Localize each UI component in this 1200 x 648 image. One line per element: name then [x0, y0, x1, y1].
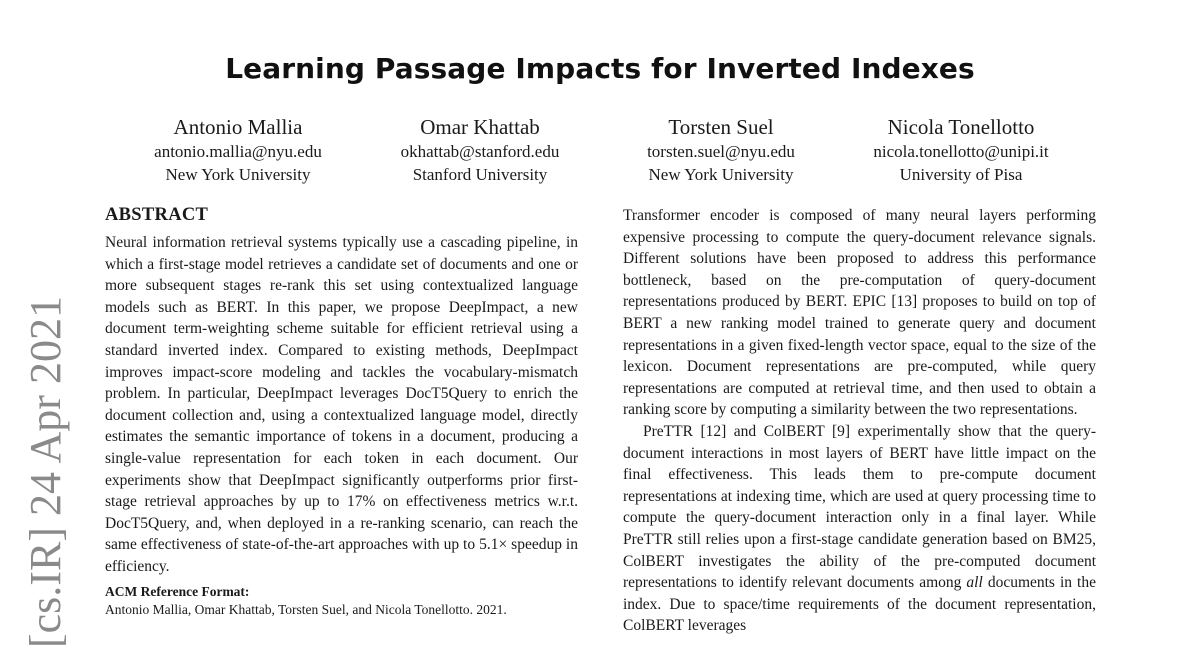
author-email[interactable]: torsten.suel@nyu.edu — [647, 142, 795, 161]
author-2 — [360, 114, 600, 186]
author-3 — [601, 114, 841, 186]
author-email[interactable]: antonio.mallia@nyu.edu — [154, 142, 322, 161]
abstract-heading: ABSTRACT — [105, 205, 209, 225]
author-email[interactable]: nicola.tonellotto@unipi.it — [873, 142, 1049, 161]
author-block — [0, 114, 1200, 190]
author-affiliation: New York University — [165, 165, 311, 184]
body-paragraph-2-part-2: documents in the index. Due to space/time requirements of the document representation, ColBERT leverages — [623, 574, 1096, 635]
acm-reference-text: Antonio Mallia, Omar Khattab, Torsten Suel, and Nicola Tonellotto. 2021. — [105, 601, 507, 617]
paper-title: Learning Passage Impacts for Inverted Indexes — [225, 52, 975, 85]
author-name: Nicola Tonellotto — [887, 115, 1035, 139]
author-name: Omar Khattab — [420, 115, 540, 139]
author-affiliation: University of Pisa — [899, 165, 1023, 184]
abstract-text: Neural information retrieval systems typically use a cascading pipeline, in which a first-stage model retrieves a candidate set of documents and one or more subsequent stages re-rank this set using contextualized language models such as BERT. In this paper, we propose DeepImpact, a new document term-weighting scheme suitable for efficient retrieval using a standard inverted index. Compared to existing methods, DeepImpact improves impact-score modeling and tackles the vocabulary-mismatch problem. In particular, DeepImpact leverages DocT5Query to enrich the document collection and, using a contextualized language model, directly estimates the semantic importance of tokens in a document, producing a single-value representation for each token in each document. Our experiments show that DeepImpact significantly outperforms prior first-stage retrieval approaches by up to 17% on effectiveness metrics w.r.t. DocT5Query, and, when deployed in a re-ranking scenario, can reach the same effectiveness of state-of-the-art approaches with up to 5.1× speedup in efficiency. — [105, 234, 578, 575]
author-name: Antonio Mallia — [173, 115, 303, 139]
author-email[interactable]: okhattab@stanford.edu — [400, 142, 560, 161]
author-affiliation: Stanford University — [412, 165, 548, 184]
arxiv-side-label: [cs.IR] 24 Apr 2021 — [21, 296, 70, 648]
body-paragraph-2-part-1: PreTTR [12] and ColBERT [9] experimentally show that the query-document interactions in most layers of BERT have little impact on the final effectiveness. This leads them to pre-compute document representations at indexing time, which are used at query processing time to compute the query-document interaction only in a final layer. While PreTTR still relies upon a first-stage candidate generation based on BM25, ColBERT investigates the ability of the pre-computed document representations to identify relevant documents among — [623, 422, 1096, 592]
author-4 — [841, 114, 1081, 186]
author-affiliation: New York University — [648, 165, 794, 184]
body-paragraph-2 — [623, 421, 1096, 637]
body-paragraph-1: Transformer encoder is composed of many neural layers performing expensive processing to compute the query-document relevance signals. Different solutions have been proposed to address this performance bottleneck, based on the pre-computation of query-document representations produced by BERT. EPIC [13] proposes to build on top of BERT a new ranking model trained to generate query and document representations in a given fixed-length vector space, equal to the size of the lexicon. Document representations are pre-computed, while query representations are computed at retrieval time, and then used to obtain a ranking score by computing a similarity between the two representations. — [623, 207, 1096, 419]
emphasis-all: all — [966, 574, 983, 592]
left-column — [105, 203, 578, 619]
right-column — [623, 205, 1096, 637]
author-name: Torsten Suel — [668, 115, 774, 139]
acm-reference-heading: ACM Reference Format: — [105, 583, 250, 599]
author-1 — [118, 114, 358, 186]
